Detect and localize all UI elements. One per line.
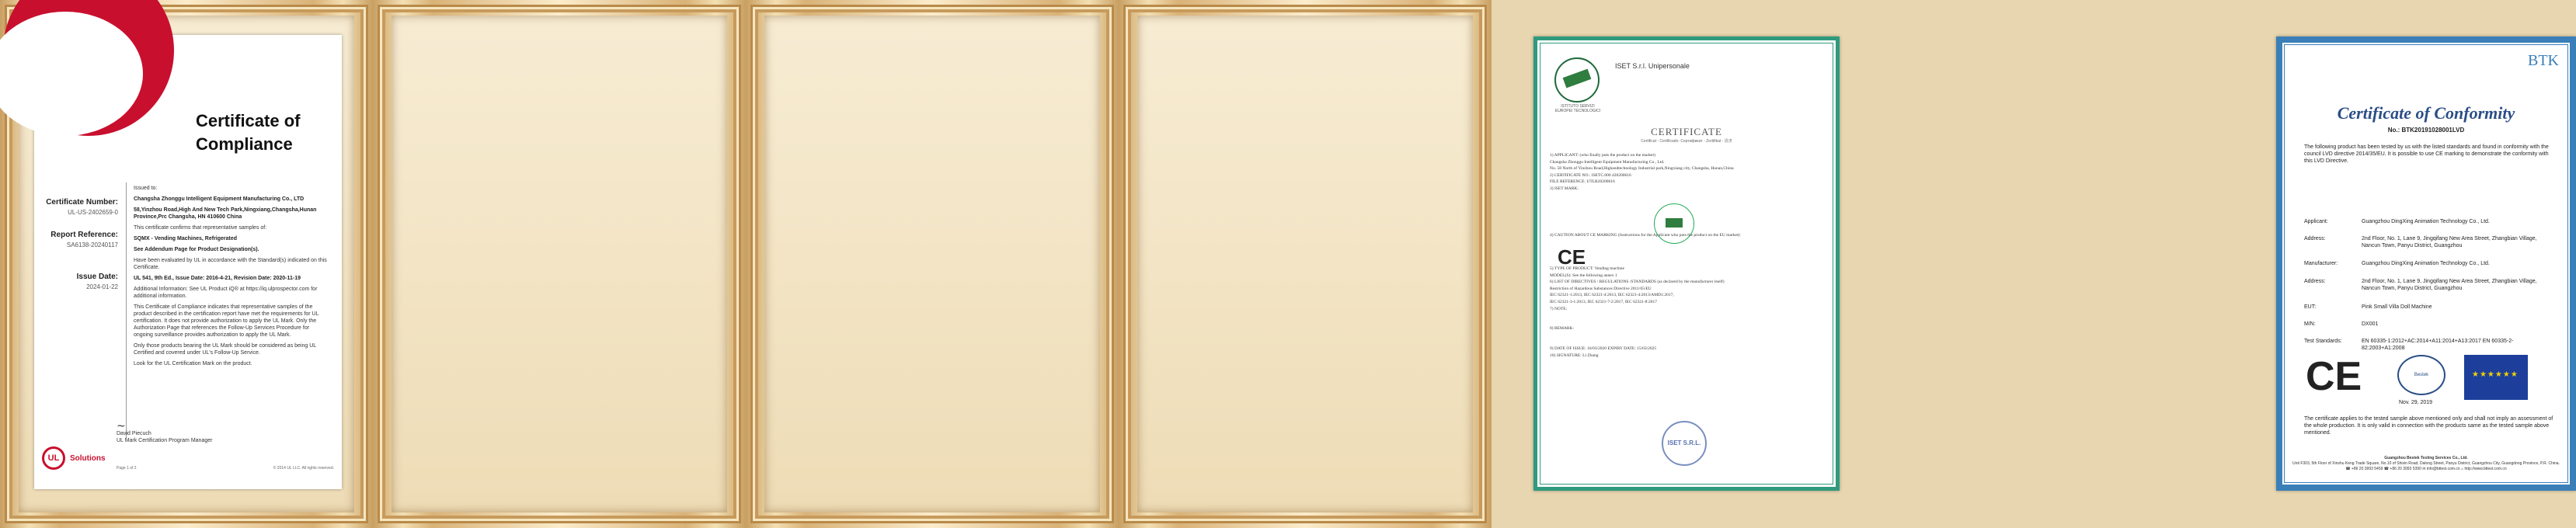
iset-line: FILE REFERENCE: UTLR20200616 [1550, 179, 1615, 185]
iset-line [1550, 339, 1822, 346]
btk-row-value: EN 60335-1:2012+AC:2014+A11:2014+A13:2017 EN 60335-2-82:2003+A1:2008 [2362, 339, 2514, 351]
btk-lab-address: Unit F303, 5th Floor of Xinshu Keng Trade Square, No.10 of Shixin Road, Dalong Street, Panyu District, Guangzhou City, Guangdong Province, P.R. China. [2292, 461, 2560, 466]
iset-round-stamp: ISET S.R.L. [1662, 421, 1707, 466]
iset-line: 8) REMARK: [1550, 326, 1575, 332]
ce-mark: CE [2306, 354, 2362, 399]
iset-name: ISET S.r.l. Unipersonale [1615, 62, 1690, 70]
ul-only-those: Only those products bearing the UL Mark should be considered as being UL Certified and covered under UL's Follow-Up Service. [134, 343, 316, 356]
ul-signer: David Piecuch [117, 431, 151, 436]
btk-conclusion: The certificate applies to the tested sample above mentioned only and shall not imply an assessment of the whole production. It is only valid in connection with the products same as the tested sample above mentioned. [2304, 416, 2553, 436]
frame-iset [746, 0, 1741, 528]
ul-body-text: This Certificate of Compliance indicates that representative samples of the product described in the certification report have met the requirements for UL certification. It does not provide authorization to apply the UL Mark. Only the Authorization Page that references the Follow-Up Services Procedure for ongoing surveillance provides authorization to apply the UL Mark. [134, 304, 319, 338]
btk-logo: BTK [2528, 52, 2559, 69]
btk-row-key: EUT: [2304, 304, 2317, 310]
iset-line [1550, 193, 1822, 200]
btk-lab: Guangzhou Bestek Testing Services Co., Ltd. [2384, 456, 2468, 460]
ul-cert-number-label: Certificate Number: [46, 198, 118, 207]
iset-line: 7) NOTE: [1550, 306, 1568, 311]
ul-issue-date-label: Issue Date: [76, 273, 118, 281]
iset-line [1550, 252, 1822, 259]
btk-date: Nov. 29, 2019 [2399, 400, 2433, 405]
ul-certificate [34, 35, 342, 489]
ul-title-line2: Compliance [196, 134, 293, 154]
ul-look-for: Look for the UL Certification Mark on the product. [134, 361, 252, 366]
ul-report-ref-block [40, 231, 118, 248]
btk-row-key: Applicant: [2304, 219, 2328, 224]
ul-title-line1: Certificate of [196, 111, 301, 130]
iset-line: IEC 62321-3-1:2013, IEC 62321-7-2:2017, IEC 62321-8:2017 [1550, 300, 1657, 305]
iset-line: 2) CERTIFICATE NO.: ISETC.000 420200616 [1550, 172, 1631, 178]
frame-mat [764, 16, 1100, 512]
ul-footer [117, 466, 334, 471]
btk-row-value: Guangzhou DingXing Animation Technology Co., Ltd. [2362, 261, 2490, 266]
ul-divider [126, 182, 127, 439]
btk-row [2304, 260, 2553, 267]
btk-row [2304, 338, 2553, 352]
iset-lines [1550, 152, 1822, 359]
iset-globe-logo [1554, 57, 1600, 102]
ul-issued-to-label: Issued to: [134, 186, 158, 191]
btk-title: Certificate of Conformity [2337, 103, 2515, 123]
btk-row [2304, 278, 2553, 292]
ul-signature-block [117, 420, 213, 444]
ul-address: 58,Yinzhou Road,High And New Tech Park,Ningxiang,Changsha,Hunan Province,Prc Changsha, HN 410600 China [134, 207, 317, 220]
ul-copyright: © 2014 UL LLC. All rights reserved. [273, 466, 334, 471]
iset-line: 10) SIGNATURE: Li Zhang [1550, 353, 1599, 358]
iset-line: 9) DATE OF ISSUE: 16/03/2020 EXPIRY DATE: 15/03/2025 [1550, 346, 1657, 352]
iset-line [1550, 245, 1822, 252]
iset-line: No. 58 North of Yinzhou Road,Highandtechnology Industrial park,Ningxiang city, Changsha, Hunan,China [1550, 166, 1734, 172]
iset-line: 4) CAUTION ABOUT CE MARKING (Instructions for the Applicant who puts the product on the EU market): [1550, 233, 1741, 238]
btk-row-key: Test Standards: [2304, 339, 2342, 344]
ul-addendum: See Addendum Page for Product Designation(s). [134, 247, 259, 252]
frame-ul [0, 0, 373, 528]
ul-cert-number: UL-US-2402659-0 [68, 209, 118, 216]
btk-row-value: 2nd Floor, No. 1, Lane 9, Jingqifang New Area Street, Zhangbian Village, Nancun Town, Panyu District, Guangzhou [2362, 279, 2537, 291]
iset-line: IEC 62321-1:2013, IEC 62321-4:2013, IEC 62321-4:2013/AMD1:2017, [1550, 293, 1674, 298]
iset-line: Restriction of Hazardous Substances Directive 2011/65/EU [1550, 286, 1652, 291]
ul-signature-scribble: ~ [117, 420, 126, 432]
iset-certificate [1533, 36, 1840, 491]
btk-certificate [2276, 36, 2576, 491]
iset-line [1550, 319, 1822, 326]
ul-title [196, 109, 300, 156]
ul-report-ref-label: Report Reference: [50, 231, 118, 239]
iset-line [1550, 259, 1822, 266]
ul-issue-date: 2024-01-22 [86, 283, 118, 290]
frame-mat [1137, 16, 1473, 512]
iset-line: 3) ISET MARK: [1550, 186, 1579, 191]
iset-line: 6) LIST OF DIRECTIVES / REGULATIONS /STANDARDS (as declared by the manufacturer itself) [1550, 280, 1725, 285]
iset-line [1550, 199, 1822, 206]
btk-row [2304, 235, 2553, 249]
ul-signer-title: UL Mark Certification Program Manager [117, 438, 213, 443]
iset-certificate-mark [1654, 203, 1694, 244]
btk-row-value: Pink Small Villa Doll Machine [2362, 304, 2432, 310]
iset-line [1550, 312, 1822, 319]
btk-row-key: Manufacturer: [2304, 261, 2338, 266]
iset-title: CERTIFICATE [1651, 126, 1722, 137]
btk-row-value: Guangzhou DingXing Animation Technology Co., Ltd. [2362, 219, 2490, 224]
btk-row-key: Address: [2304, 279, 2326, 284]
btk-row-key: M/N: [2304, 321, 2316, 327]
btk-intro: The following product has been tested by us with the listed standards and found in conformity with the council LVD directive 2014/35/EU. It is possible to use CE marking to demonstrate the conformity with this LVD Directive. [2304, 144, 2549, 164]
ul-page: Page 1 of 2 [117, 466, 137, 471]
ul-additional-info: Additional Information: See UL Product iQ® at https://iq.ulprospector.com for additional information. [134, 287, 318, 299]
ul-standard: UL 541, 9th Ed., Issue Date: 2016-4-21, Revision Date: 2020-11-19 [134, 276, 301, 281]
btk-footer [2290, 456, 2562, 472]
iset-caption: ISTITUTO SERVIZI EUROPEI TECNOLOGICI [1554, 104, 1601, 113]
btk-row [2304, 321, 2553, 328]
iset-line: 1) APPLICANT: (who finally puts the product on the market) [1550, 153, 1655, 158]
ul-issue-date-block [40, 273, 118, 290]
ul-logo: UL [42, 446, 65, 470]
btk-row-value: 2nd Floor, No. 1, Lane 9, Jingqifang New Area Street, Zhangbian Village, Nancun Town, Panyu District, Guangzhou [2362, 236, 2537, 248]
btk-contacts: ☎ +86 20 3993 5459 ☎ +86 20 3993 5390 ✉ info@bttest.com.cn ⌂ http://www.bttest.com.cn [2345, 467, 2507, 471]
frame-mat [392, 16, 727, 512]
btk-row-value: DX001 [2362, 321, 2379, 327]
btk-seal: Bestek [2397, 355, 2445, 395]
ul-report-ref: SA6138-20240117 [66, 241, 118, 248]
btk-row-key: Address: [2304, 236, 2326, 241]
iset-line: Changsha Zhonggu Intelligent Equipment Manufacturing Co., Ltd. [1550, 159, 1665, 165]
btk-row [2304, 304, 2553, 311]
ul-cert-number-block [40, 198, 118, 216]
iset-line [1550, 332, 1822, 339]
ul-evaluated: Have been evaluated by UL in accordance with the Standard(s) indicated on this Certificate. [134, 258, 327, 270]
ce-mark: CE [1558, 245, 1586, 269]
btk-number: No.: BTK20191028001LVD [2387, 127, 2465, 134]
ul-solutions: Solutions [70, 454, 106, 463]
eu-flag-icon [2464, 355, 2528, 400]
frame-iecee [373, 0, 746, 528]
btk-row [2304, 218, 2553, 225]
ul-company: Changsha Zhonggu Intelligent Equipment Manufacturing Co., LTD [134, 196, 305, 202]
ul-product-intro: This certificate confirms that representative samples of: [134, 225, 267, 231]
ul-body [134, 185, 328, 371]
iset-line: 5) TYPE OF PRODUCT: Vending machine [1550, 266, 1624, 272]
ul-product: SQMX - Vending Machines, Refrigerated [134, 236, 238, 241]
iset-subtitle: Certificat - Certificado- Сертификат - Zertifikat - 證書 [1641, 139, 1732, 144]
iset-line: MODEL(S): See the following annex 1 [1550, 273, 1617, 278]
